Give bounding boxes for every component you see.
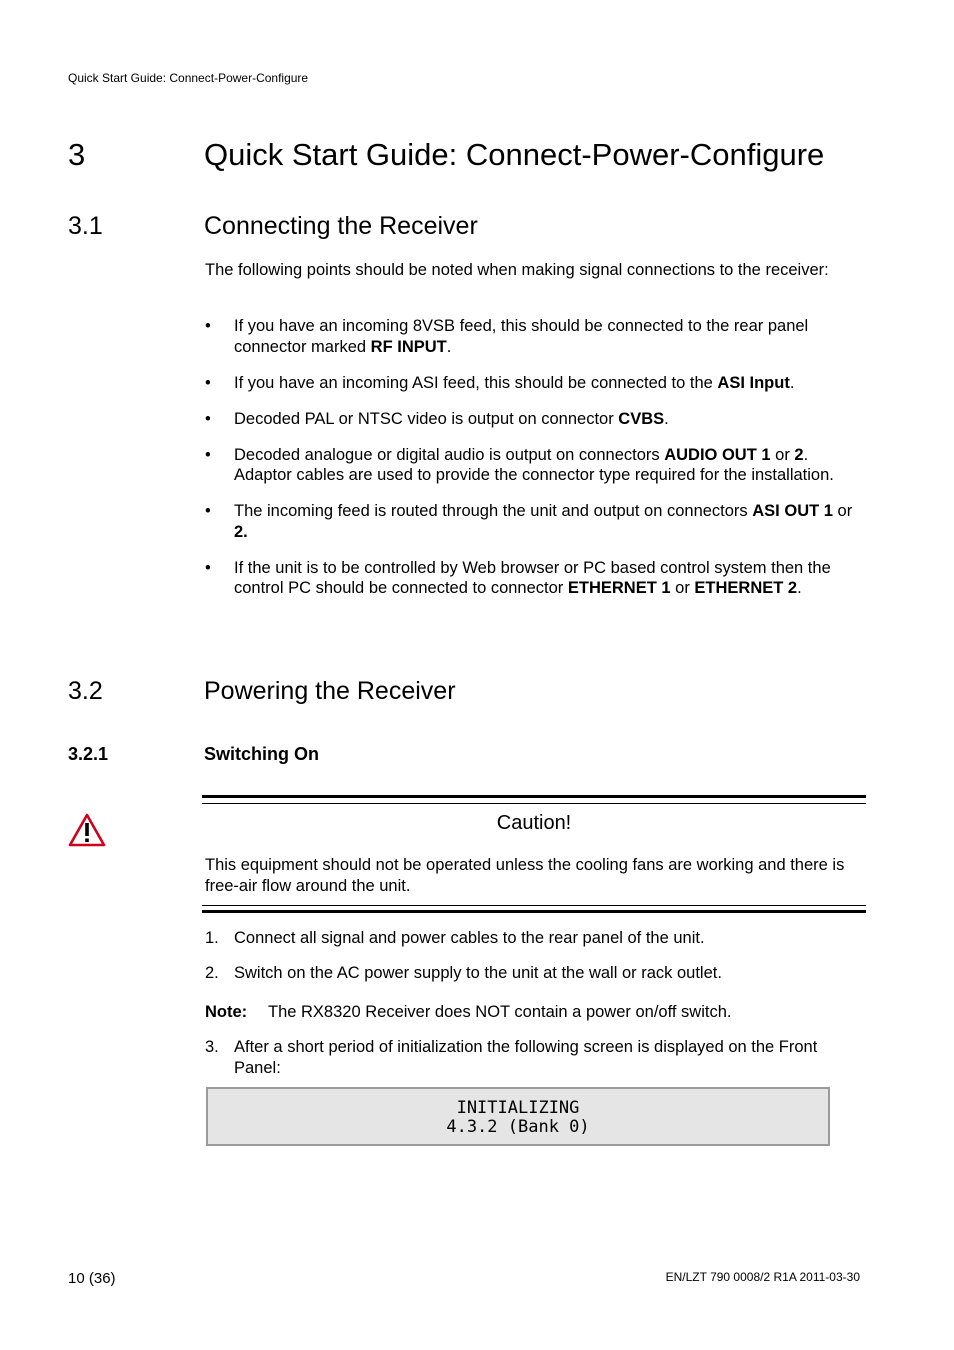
text-run: . (797, 579, 802, 597)
running-header: Quick Start Guide: Connect-Power-Configure (68, 71, 309, 85)
document-reference (666, 1270, 860, 1284)
bullet-icon: • (205, 317, 211, 335)
list-item (205, 373, 865, 394)
step-text: Switch on the AC power supply to the unit at the wall or rack outlet. (234, 964, 722, 982)
text-run: If the unit is to be controlled by Web browser or PC based control system then the control PC should be connected to connector (234, 558, 831, 597)
bullet-icon: • (205, 558, 211, 577)
note-text: The RX8320 Receiver does NOT contain a power on/off switch. (268, 1003, 732, 1021)
chapter-title: Quick Start Guide: Connect-Power-Configure (204, 137, 825, 172)
caution-top-rule (202, 795, 866, 798)
chapter-number: 3 (68, 137, 86, 172)
list-item-text (234, 410, 669, 428)
note-label: Note: (205, 1003, 248, 1021)
note (205, 1002, 731, 1023)
bullet-icon: • (205, 445, 211, 464)
bold-term: ASI OUT 1 (752, 502, 833, 520)
caution-bottom-rule-thin (202, 905, 866, 906)
caution-top-rule-thin (202, 803, 866, 804)
list-item-text (234, 446, 834, 485)
bullet-list (205, 316, 865, 614)
list-item (205, 445, 865, 486)
text-run: Decoded PAL or NTSC video is output on connector (234, 409, 619, 428)
text-run: The incoming feed is routed through the unit and output on connectors (234, 502, 753, 520)
list-item (205, 316, 865, 357)
list-item (205, 558, 865, 599)
section-number: 3.1 (68, 212, 103, 240)
text-run: or (670, 579, 695, 597)
caution-title: Caution! (496, 812, 572, 834)
section-title: Powering the Receiver (204, 677, 456, 705)
list-item-text (234, 559, 831, 598)
list-item-text (234, 374, 794, 392)
step-text: Connect all signal and power cables to the rear panel of the unit. (234, 929, 705, 947)
bullet-icon: • (205, 502, 211, 520)
numbered-step (205, 1037, 865, 1078)
bold-term: ETHERNET 2 (694, 579, 798, 597)
bold-term: RF INPUT (370, 337, 447, 356)
text-run: or (770, 445, 795, 464)
section-intro: The following points should be noted when making signal connections to the receiver: (205, 261, 829, 279)
subsection-title: Switching On (204, 744, 319, 764)
caution-text: This equipment should not be operated unless the cooling fans are working and there is free-air flow around the unit. (205, 856, 845, 895)
document-date: 2011-03-30 (799, 1270, 860, 1284)
bullet-icon: • (205, 373, 211, 392)
text-run: . (789, 373, 795, 392)
bold-term: AUDIO OUT 1 (664, 445, 771, 464)
step-text: After a short period of initialization the following screen is displayed on the Front Panel: (234, 1038, 818, 1077)
text-run: Decoded analogue or digital audio is output on connectors (234, 445, 665, 464)
display-line-2: 4.3.2 (Bank 0) (446, 1117, 590, 1137)
bold-term: 2 (794, 445, 804, 464)
text-run: or (832, 502, 853, 520)
step-number: 2. (205, 964, 219, 982)
list-item-text (234, 502, 852, 541)
text-run: If you have an incoming ASI feed, this should be connected to the (234, 373, 718, 392)
list-item (205, 409, 865, 430)
bullet-icon: • (205, 409, 211, 428)
text-run: . Adaptor cables are used to provide the connector type required for the installation. (234, 445, 834, 484)
numbered-step (205, 928, 865, 949)
numbered-step (205, 963, 865, 984)
text-run: . (446, 337, 452, 356)
bold-term: CVBS (618, 409, 665, 428)
list-item (205, 501, 865, 542)
caution-bottom-rule (202, 910, 866, 913)
warning-triangle-icon (67, 812, 107, 848)
page-number: 10 (36) (68, 1270, 116, 1287)
step-number: 1. (205, 929, 219, 947)
bold-term: ETHERNET 1 (567, 579, 671, 597)
front-panel-display (206, 1087, 830, 1146)
step-number: 3. (205, 1038, 219, 1056)
bold-term: ASI Input (717, 373, 790, 392)
list-item-text (234, 317, 808, 356)
display-line-1: INITIALIZING (456, 1098, 580, 1118)
text-run: . (664, 409, 669, 428)
section-number: 3.2 (68, 677, 103, 705)
bold-term: 2. (234, 522, 248, 541)
document-id: EN/LZT 790 0008/2 R1A (665, 1270, 797, 1284)
subsection-number: 3.2.1 (68, 744, 109, 764)
section-title: Connecting the Receiver (204, 212, 478, 240)
text-run: If you have an incoming 8VSB feed, this should be connected to the rear panel connector marked (234, 317, 809, 356)
